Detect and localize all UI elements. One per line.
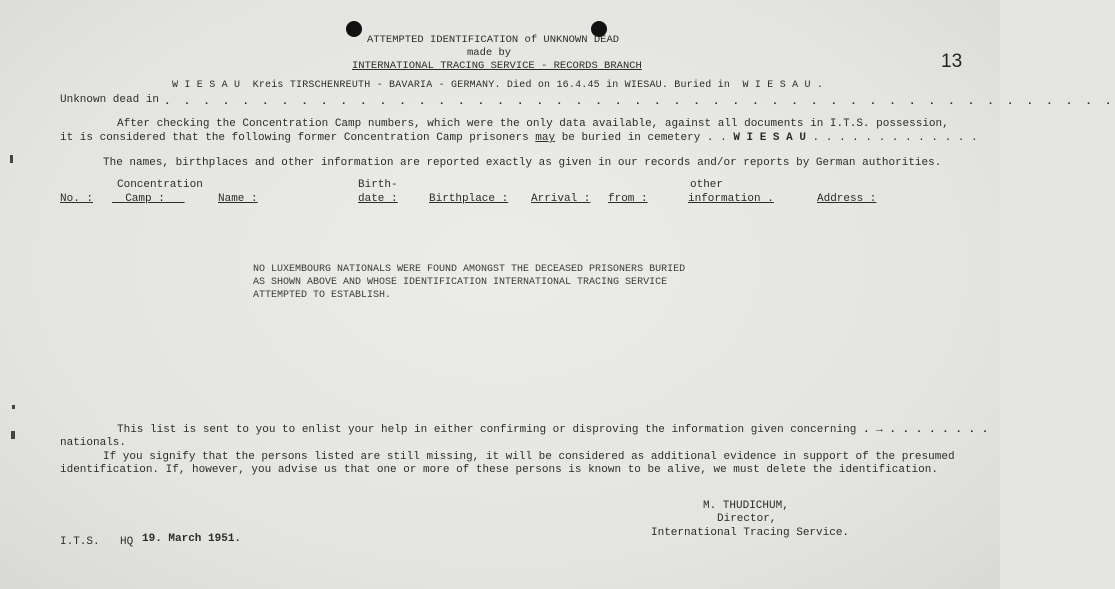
signatory-organization: International Tracing Service. (651, 527, 850, 539)
cemetery-dots: . . . . . . . . . . . . . (805, 132, 978, 144)
col-other: information . (688, 193, 774, 205)
col-name: Name : (218, 193, 258, 205)
col-no: No. : (60, 193, 94, 205)
footer-hq: HQ (120, 536, 134, 548)
notice-line-2: AS SHOWN ABOVE AND WHOSE IDENTIFICATION INTERNATIONAL TRACING SERVICE (253, 277, 668, 288)
closing-line-3: If you signify that the persons listed are still missing, it will be considered as additional evidence in support of the presumed (103, 451, 955, 463)
intro-may: may (535, 132, 556, 144)
unknown-dead-place: W I E S A U Kreis TIRSCHENREUTH - BAVARIA - GERMANY. Died on 16.4.45 in WIESAU. Buried in W I E S A U . (172, 80, 824, 91)
closing-line-1 (117, 424, 988, 436)
closing-line-1-fill: . → . . . . . . . . (862, 424, 989, 436)
intro-line-1: After checking the Concentration Camp numbers, which were the only data available, against all documents in I.T.S. possession, (117, 118, 949, 130)
intro-line-2b: be buried in cemetery . . (555, 132, 734, 144)
branch-line: INTERNATIONAL TRACING SERVICE - RECORDS BRANCH (352, 60, 642, 72)
closing-line-1-text: This list is sent to you to enlist your help in either confirming or disproving the information given concerning (117, 424, 857, 436)
punch-hole-left (346, 21, 362, 37)
col-address: Address : (817, 193, 877, 205)
page-number: 13 (941, 51, 963, 72)
intro-line-2 (60, 132, 978, 144)
notice-line-1: NO LUXEMBOURG NATIONALS WERE FOUND AMONGST THE DECEASED PRISONERS BURIED (253, 264, 686, 275)
footer-its: I.T.S. (60, 536, 100, 548)
intro-line-2a: it is considered that the following former Concentration Camp prisoners (60, 132, 536, 144)
margin-mark (10, 155, 13, 163)
document-title: ATTEMPTED IDENTIFICATION of UNKNOWN DEAD (367, 34, 620, 46)
signatory-name: M. THUDICHUM, (703, 500, 789, 512)
col-birth-top: Birth- (358, 179, 398, 191)
closing-line-4: identification. If, however, you advise us that one or more of these persons is known to be alive, we must delete the identification. (60, 464, 938, 476)
col-camp (112, 193, 185, 205)
col-from: from : (608, 193, 648, 205)
signatory-title: Director, (717, 513, 777, 525)
margin-mark (12, 405, 15, 409)
closing-line-2: nationals. (60, 437, 127, 449)
col-birthdate: date : (358, 193, 398, 205)
cemetery-name: W I E S A U (733, 132, 806, 144)
footer-date: 19. March 1951. (142, 533, 242, 545)
col-birthplace: Birthplace : (429, 193, 509, 205)
margin-mark (11, 431, 15, 439)
unknown-dead-label: Unknown dead in (60, 94, 160, 106)
col-camp-label: Camp : (125, 193, 165, 205)
col-arrival: Arrival : (531, 193, 591, 205)
intro-line-3: The names, birthplaces and other information are reported exactly as given in our records and/or reports by German authorities. (103, 157, 942, 169)
col-other-top: other (690, 179, 724, 191)
dotted-leader: . . . . . . . . . . . . . . . . . . . . . . . . . . . . . . . . . . . . . . . . . . . . . . . . . (164, 96, 1115, 108)
made-by-line: made by (467, 47, 512, 59)
notice-line-3: ATTEMPTED TO ESTABLISH. (253, 290, 392, 301)
col-camp-top: Concentration (117, 179, 203, 191)
